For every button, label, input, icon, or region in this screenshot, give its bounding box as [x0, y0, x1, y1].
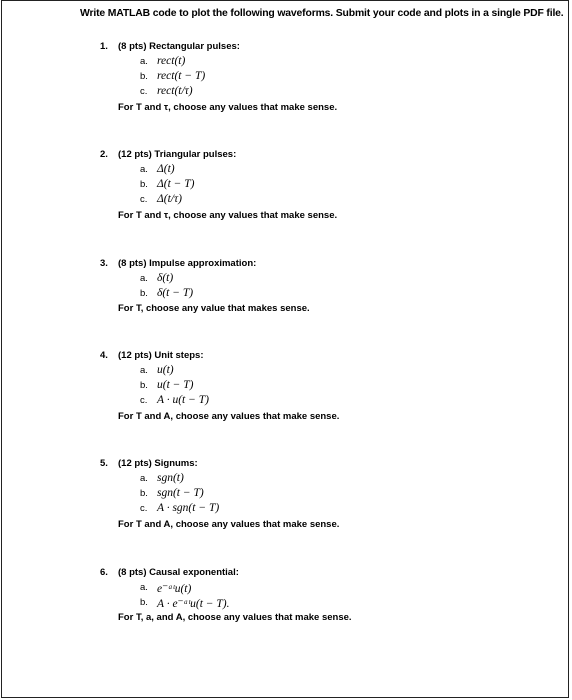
- list-item: [97, 288, 310, 303]
- list-item: [97, 503, 339, 518]
- list-item: [97, 71, 337, 86]
- item-letter: a.: [140, 365, 148, 376]
- item-letter: a.: [140, 473, 148, 484]
- problem-number: 6.: [100, 567, 108, 578]
- item-expression: e⁻ᵃᵗu(t): [157, 583, 192, 595]
- problem-note: For T, choose any value that makes sense.: [118, 303, 310, 315]
- problem-number: 2.: [100, 149, 108, 160]
- item-expression: Δ(t): [157, 163, 175, 175]
- problem-title: (8 pts) Rectangular pulses:: [118, 41, 240, 52]
- list-item: [97, 380, 339, 395]
- item-expression: Δ(t/τ): [157, 193, 182, 206]
- item-expression: u(t): [157, 364, 174, 376]
- list-item: [97, 365, 339, 380]
- list-item: [97, 179, 337, 194]
- list-item: [97, 86, 337, 101]
- problem-note: For T, a, and A, choose any values that make sense.: [118, 612, 352, 624]
- item-expression: A · e⁻ᵃᵗu(t − T).: [157, 598, 230, 611]
- list-item: [97, 56, 337, 71]
- problem-note: For T and A, choose any values that make sense.: [118, 518, 340, 530]
- problem-6: [97, 567, 352, 627]
- item-expression: u(t − T): [157, 379, 194, 392]
- item-expression: rect(t): [157, 55, 186, 67]
- list-item: [97, 194, 337, 209]
- item-letter: b.: [140, 288, 148, 300]
- item-letter: b.: [140, 380, 148, 392]
- assignment-instructions: Write MATLAB code to plot the following waveforms. Submit your code and plots in a single PDF file.: [80, 8, 564, 19]
- list-item: [97, 164, 337, 179]
- item-expression: δ(t): [157, 272, 174, 284]
- item-expression: δ(t − T): [157, 287, 194, 300]
- list-item: [97, 395, 339, 410]
- problem-5: [97, 458, 339, 534]
- item-expression: A · u(t − T): [157, 394, 209, 407]
- problem-1: [97, 41, 337, 117]
- list-item: [97, 582, 352, 597]
- item-expression: rect(t − T): [157, 70, 206, 83]
- problem-number: 3.: [100, 258, 108, 269]
- item-letter: a.: [140, 582, 148, 593]
- problem-title: (12 pts) Triangular pulses:: [118, 149, 237, 160]
- item-expression: rect(t/τ): [157, 85, 193, 98]
- problem-note: For T and τ, choose any values that make sense.: [118, 209, 338, 221]
- item-expression: sgn(t): [157, 472, 184, 484]
- item-letter: b.: [140, 71, 148, 83]
- item-letter: a.: [140, 164, 148, 175]
- item-letter: a.: [140, 56, 148, 67]
- problem-number: 5.: [100, 458, 108, 469]
- item-letter: b.: [140, 488, 148, 500]
- item-expression: sgn(t − T): [157, 487, 204, 500]
- list-item: [97, 273, 310, 288]
- item-letter: b.: [140, 597, 148, 609]
- item-letter: c.: [140, 503, 148, 515]
- item-letter: c.: [140, 395, 148, 407]
- problem-note: For T and τ, choose any values that make sense.: [118, 101, 338, 113]
- problem-note: For T and A, choose any values that make sense.: [118, 410, 340, 422]
- item-letter: c.: [140, 86, 148, 98]
- problem-3: [97, 258, 310, 318]
- problem-title: (8 pts) Impulse approximation:: [118, 258, 257, 269]
- item-expression: A · sgn(t − T): [157, 502, 220, 515]
- item-letter: b.: [140, 179, 148, 191]
- item-letter: a.: [140, 273, 148, 284]
- list-item: [97, 488, 339, 503]
- problem-title: (8 pts) Causal exponential:: [118, 567, 239, 578]
- list-item: [97, 473, 339, 488]
- list-item: [97, 597, 352, 612]
- problem-number: 4.: [100, 350, 108, 361]
- problem-2: [97, 149, 337, 225]
- item-letter: c.: [140, 194, 148, 206]
- problem-title: (12 pts) Unit steps:: [118, 350, 204, 361]
- problem-number: 1.: [100, 41, 108, 52]
- problem-4: [97, 350, 339, 426]
- item-expression: Δ(t − T): [157, 178, 195, 191]
- problem-title: (12 pts) Signums:: [118, 458, 198, 469]
